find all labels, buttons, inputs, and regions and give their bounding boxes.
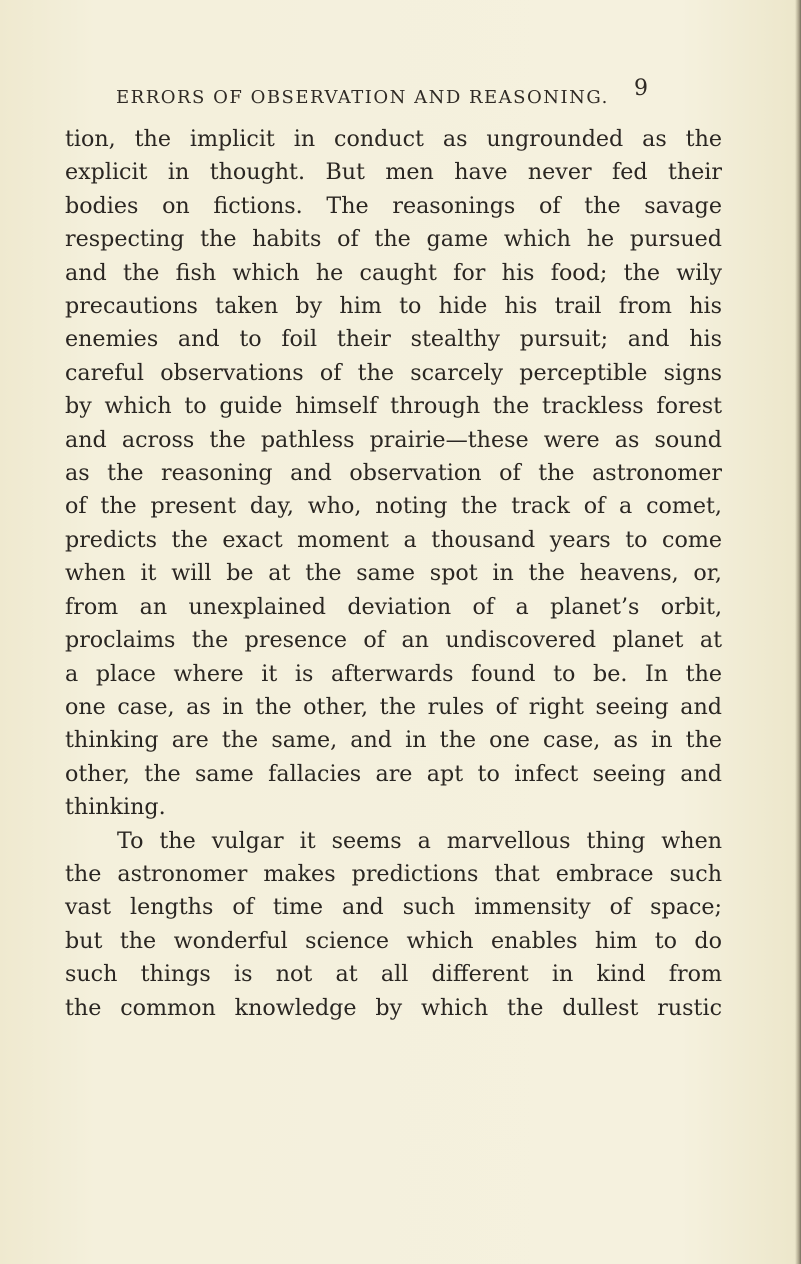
text-line: from an unexplained deviation of a planet’s orbit, [65,593,722,620]
text-line: by which to guide himself through the trackless forest [65,393,722,420]
text-line: precautions taken by him to hide his trail from his [65,293,722,320]
text-line: vast lengths of time and such immensity of space; [65,894,722,921]
body-text [65,123,722,1025]
text-line: and across the pathless prairie—these were as sound [65,426,722,453]
text-line: explicit in thought. But men have never fed their [65,159,722,186]
text-line: enemies and to foil their stealthy pursuit; and his [65,326,722,353]
text-line: one case, as in the other, the rules of right seeing and [65,693,722,720]
text-line: bodies on fictions. The reasonings of the savage [65,192,722,219]
text-line: proclaims the presence of an undiscovered planet at [65,627,722,654]
text-line: tion, the implicit in conduct as ungrounded as the [65,126,722,152]
text-line: as the reasoning and observation of the astronomer [65,460,722,487]
paragraph-start-line: To the vulgar it seems a marvellous thing when [117,827,722,854]
text-line: the common knowledge by which the dullest rustic [65,994,722,1021]
page-number: 9 [634,76,648,101]
text-line: the astronomer makes predictions that embrace such [65,860,722,887]
text-line: when it will be at the same spot in the heavens, or, [65,560,722,587]
text-line: careful observations of the scarcely perceptible signs [65,359,722,386]
text-line: and the fish which he caught for his food; the wily [65,259,722,286]
text-line: such things is not at all different in kind from [65,961,722,988]
text-line: thinking are the same, and in the one case, as in the [65,727,722,754]
text-line: but the wonderful science which enables him to do [65,927,722,954]
text-line: of the present day, who, noting the track of a comet, [65,493,722,520]
text-line: predicts the exact moment a thousand years to come [65,526,722,553]
page-header [116,76,648,109]
text-line: other, the same fallacies are apt to infect seeing and [65,760,722,787]
paragraph-end-line: thinking. [65,794,166,821]
running-head: ERRORS OF OBSERVATION AND REASONING. [116,87,609,108]
page-edge-shadow [795,0,801,1264]
text-line: a place where it is afterwards found to be. In the [65,660,722,687]
text-line: respecting the habits of the game which he pursued [65,226,722,253]
